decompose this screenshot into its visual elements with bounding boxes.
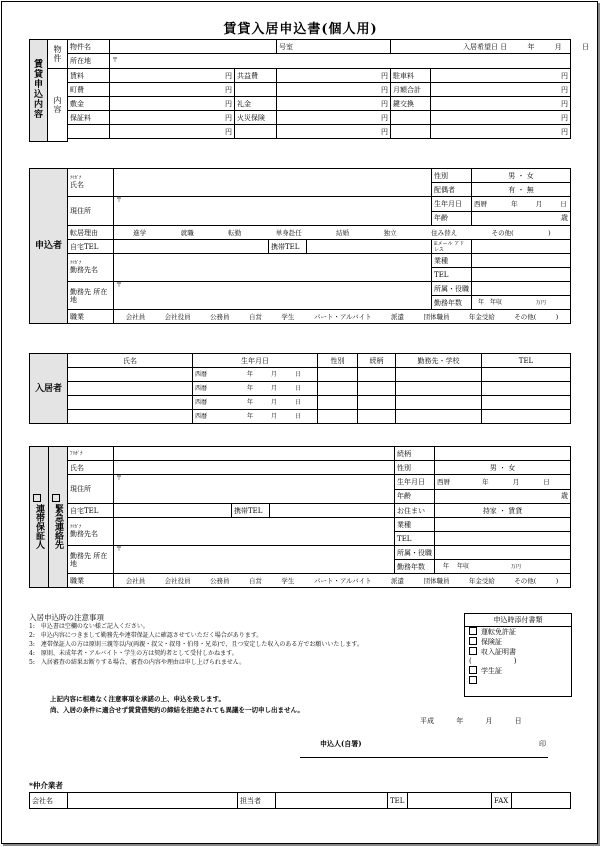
guarantor-industry-field[interactable] (435, 518, 571, 532)
fee-label-guarantee: 保証料 (68, 111, 110, 125)
guarantor-home-tel-field[interactable] (114, 504, 232, 518)
fee-label-key-change: 鍵交換 (391, 97, 431, 111)
fee-label-extra2 (68, 125, 110, 139)
guarantor-mobile-tel-field[interactable] (270, 504, 395, 518)
resident-birth-field[interactable]: 西暦 年 月 日 (193, 410, 318, 424)
mobile-tel-field[interactable] (307, 240, 432, 254)
home-tel-field[interactable] (114, 240, 269, 254)
doc-checkbox[interactable] (469, 666, 477, 674)
job-label: 職業 (68, 310, 114, 324)
resident-work-field[interactable] (396, 410, 482, 424)
note-item: 1: 申込書は空欄のない様ご記入ください。 (29, 623, 149, 630)
agent-person-field[interactable] (276, 793, 388, 809)
property-table (29, 39, 589, 142)
fee-label-extra (391, 111, 431, 125)
applicant-spouse-label: 配偶者 (432, 183, 472, 197)
documents-heading: 申込時添付書類 (465, 614, 571, 627)
fee-key-change-field[interactable]: 円 (431, 97, 571, 111)
resident-header-gender: 性別 (318, 354, 358, 368)
resident-name-field[interactable] (68, 368, 193, 382)
agent-tel-field[interactable] (408, 793, 492, 809)
guarantor-kana-label: ﾌﾘｶﾞﾅ (68, 447, 114, 461)
resident-name-field[interactable] (68, 410, 193, 424)
fee-label-rent: 賃料 (68, 69, 110, 83)
note-item: 3: 連帯保証人の方は原則三親等以内(両親・叔父・叔母・伯母・兄弟)で、且つ安定した収入のある方でお願いいたします。 (29, 641, 363, 648)
applicant-name-field[interactable] (114, 169, 432, 197)
property-address-label: 所在地 (68, 54, 110, 69)
property-address-field[interactable] (110, 54, 571, 69)
agent-fax-field[interactable] (512, 793, 571, 809)
notes-heading: 入居申込時の注意事項 (29, 613, 104, 622)
fee-deposit-field[interactable]: 円 (110, 97, 235, 111)
resident-relation-field[interactable] (358, 368, 396, 382)
email-label: Eメール アドレス (432, 240, 472, 254)
doc-item-income-detail[interactable]: ( ) (469, 657, 517, 665)
seal-mark: 印 (539, 740, 546, 748)
property-name-label: 物件名 (68, 40, 110, 54)
fee-label-deposit: 敷金 (68, 97, 110, 111)
doc-item-license[interactable]: 運転免許証 (465, 627, 571, 637)
guarantor-relation-field[interactable] (435, 447, 571, 461)
resident-work-field[interactable] (396, 368, 482, 382)
applicant-name-label: ﾌﾘｶﾞﾅ 氏名 (68, 169, 114, 197)
resident-tel-field[interactable] (482, 410, 571, 424)
work-name-label: ﾌﾘｶﾞﾅ 勤務先名 (68, 254, 114, 282)
guarantor-birth-label: 生年月日 (395, 475, 435, 490)
guarantor-gender-field[interactable]: 男 ・ 女 (435, 461, 571, 475)
dept-label: 所属・役職 (432, 282, 472, 296)
resident-name-field[interactable] (68, 396, 193, 410)
resident-gender-field[interactable] (318, 368, 358, 382)
doc-item-student[interactable]: 学生証 (465, 666, 571, 676)
applicant-table (29, 168, 571, 324)
resident-relation-field[interactable] (358, 410, 396, 424)
fee-extra3-field[interactable]: 円 (277, 125, 391, 139)
work-address-field[interactable]: 〒 (114, 282, 432, 310)
resident-row (30, 396, 571, 410)
application-date[interactable]: 平成 年 月 日 (420, 717, 522, 725)
resident-header-tel: TEL (482, 354, 571, 368)
guarantor-job-label: 職業 (68, 574, 114, 588)
guarantor-work-address-label: 勤務先 所在地 (68, 546, 114, 574)
guarantor-kana-field[interactable] (114, 447, 395, 461)
move-in-date-label: 入居希望日 (463, 42, 498, 51)
guarantor-dept-label: 所属・役職 (395, 546, 435, 560)
email-field[interactable] (472, 240, 571, 254)
work-tel-label: TEL (432, 268, 472, 282)
guarantor-address-field[interactable]: 〒 (114, 475, 395, 504)
guarantor-name-field[interactable] (114, 461, 395, 475)
doc-checkbox[interactable] (469, 627, 477, 635)
fee-guarantee-field[interactable]: 円 (110, 111, 235, 125)
doc-checkbox[interactable] (469, 647, 477, 655)
room-field[interactable] (277, 40, 391, 54)
guarantor-age-label: 年齢 (395, 489, 435, 504)
note-item: 4: 原則、未成年者・アルバイト・学生の方は契約者として受付しかねます。 (29, 650, 238, 657)
form-title: 賃貸入居申込書(個人用) (223, 22, 378, 37)
required-documents (464, 613, 572, 697)
doc-checkbox[interactable] (469, 676, 477, 684)
guarantor-residence-label: お住まい (395, 504, 435, 518)
agent-person-label: 担当者 (238, 793, 276, 809)
guarantor-home-tel-label: 自宅TEL (68, 504, 114, 518)
applicant-signature-field[interactable] (300, 735, 548, 758)
fee-extra4-field[interactable]: 円 (431, 125, 571, 139)
agent-company-field[interactable] (68, 793, 238, 809)
resident-birth-field[interactable]: 西暦 年 月 日 (193, 396, 318, 410)
fee-label-town: 町費 (68, 83, 110, 97)
resident-work-field[interactable] (396, 382, 482, 396)
work-address-label: 勤務先 所在地 (68, 282, 114, 310)
fee-common-field[interactable]: 円 (277, 69, 391, 83)
resident-gender-field[interactable] (318, 396, 358, 410)
guarantor-option[interactable]: 連帯保証人 (30, 447, 49, 588)
resident-header-name: 氏名 (68, 354, 193, 368)
note-item: 5: 入居審査の結果お断りする場合、審査の内容や理由は申し上げられません。 (29, 659, 246, 666)
resident-row (30, 368, 571, 382)
doc-item-other[interactable] (465, 676, 571, 686)
residents-table (29, 353, 571, 424)
industry-label: 業種 (432, 254, 472, 268)
fee-town-field[interactable]: 円 (110, 83, 235, 97)
applicant-gender-label: 性別 (432, 169, 472, 183)
resident-header-relation: 続柄 (358, 354, 396, 368)
fee-extra-field[interactable]: 円 (431, 111, 571, 125)
resident-header-birth: 生年月日 (193, 354, 318, 368)
resident-row (30, 410, 571, 424)
applicant-age-label: 年齢 (432, 211, 472, 226)
home-tel-label: 自宅TEL (68, 240, 114, 254)
guarantor-work-name-label: ﾌﾘｶﾞﾅ 勤務先名 (68, 518, 114, 546)
property-name-field[interactable] (110, 40, 277, 54)
resident-gender-field[interactable] (318, 410, 358, 424)
note-item: 2: 申込内容につきまして勤務先や連帯保証人に確認させていただく場合があります。 (29, 632, 263, 639)
work-years-label: 勤務年数 (432, 296, 472, 310)
work-years-income-field[interactable]: 年 年収 万円 (472, 296, 571, 310)
emergency-checkbox[interactable] (52, 494, 60, 502)
resident-tel-field[interactable] (482, 368, 571, 382)
resident-relation-field[interactable] (358, 382, 396, 396)
applicant-address-field[interactable]: 〒 (114, 197, 432, 226)
mobile-tel-label: 携帯TEL (269, 240, 307, 254)
fee-fire-insurance-field[interactable]: 円 (277, 111, 391, 125)
agent-table (29, 792, 571, 809)
agent-company-label: 会社名 (30, 793, 68, 809)
resident-birth-field[interactable]: 西暦 年 月 日 (193, 368, 318, 382)
industry-field[interactable] (472, 254, 571, 268)
guarantor-work-name-field[interactable] (114, 518, 395, 546)
applicant-birth-label: 生年月日 (432, 197, 472, 212)
guarantor-residence-field[interactable]: 持家 ・ 賃貸 (435, 504, 571, 518)
applicant-section-label: 申込者 (30, 169, 68, 324)
guarantor-checkbox[interactable] (33, 494, 41, 502)
consent-statement: 上記内容に相違なく注意事項を承諾の上、申込を致します。 尚、入居の条件に適合せず賃貸借契約の締結を拒絶されても異議を一切申し出ません。 (50, 695, 304, 714)
doc-checkbox[interactable] (469, 637, 477, 645)
guarantor-age-field[interactable]: 歳 (435, 489, 571, 504)
agent-fax-label: FAX (492, 793, 512, 809)
applicant-signature-label: 申込人(自署) (320, 739, 362, 748)
fee-label-parking: 駐車料 (391, 69, 431, 83)
fee-label-blank (235, 83, 277, 97)
guarantor-relation-label: 続柄 (395, 447, 435, 461)
doc-item-insurance[interactable]: 保険証 (465, 637, 571, 647)
resident-work-field[interactable] (396, 396, 482, 410)
fee-label-common: 共益費 (235, 69, 277, 83)
postal-mark: 〒 (112, 57, 119, 64)
agent-tel-label: TEL (388, 793, 408, 809)
guarantor-address-label: 現住所 (68, 475, 114, 504)
guarantor-dept-field[interactable] (435, 546, 571, 560)
emergency-option[interactable]: 緊急連絡先 (49, 447, 68, 588)
move-reason-label: 転居理由 (68, 226, 114, 240)
guarantor-gender-label: 性別 (395, 461, 435, 475)
fee-extra2-field[interactable]: 円 (110, 125, 235, 139)
fee-label-fire-insurance: 火災保険 (235, 111, 277, 125)
dept-field[interactable] (472, 282, 571, 296)
resident-tel-field[interactable] (482, 382, 571, 396)
applicant-age-field[interactable]: 歳 (472, 211, 571, 226)
fee-rent-field[interactable]: 円 (110, 69, 235, 83)
resident-name-field[interactable] (68, 382, 193, 396)
guarantor-name-label: 氏名 (68, 461, 114, 475)
guarantor-work-tel-label: TEL (395, 532, 435, 546)
job-options[interactable]: 会社員 会社役員 公務員 自営 学生 パート・アルバイト 派遣 団体職員 年金受給 その他( ) (114, 310, 571, 324)
work-tel-field[interactable] (472, 268, 571, 282)
doc-item-income[interactable]: 収入証明書 (465, 647, 571, 657)
notes (29, 613, 459, 667)
fee-key-money-field[interactable]: 円 (277, 97, 391, 111)
applicant-gender-field[interactable]: 男 ・ 女 (472, 169, 571, 183)
applicant-address-label: 現住所 (68, 197, 114, 226)
fee-parking-field[interactable]: 円 (431, 69, 571, 83)
fee-label-key-money: 礼金 (235, 97, 277, 111)
resident-gender-field[interactable] (318, 382, 358, 396)
applicant-birth-field[interactable]: 西暦 年 月 日 (472, 197, 571, 212)
fee-label-monthly-total: 月額合計 (391, 83, 431, 97)
guarantor-work-years-label: 勤務年数 (395, 560, 435, 574)
contents-sub-label: 内容 (48, 69, 68, 142)
applicant-spouse-field[interactable]: 有 ・ 無 (472, 183, 571, 197)
guarantor-work-years-income-field[interactable]: 年 年収 万円 (435, 560, 571, 574)
fee-blank-field[interactable]: 円 (277, 83, 391, 97)
resident-row (30, 382, 571, 396)
fee-label-extra4 (391, 125, 431, 139)
property-section-label: 賃貸申込内容 (30, 40, 48, 142)
guarantor-table (29, 446, 571, 588)
resident-header-work: 勤務先・学校 (396, 354, 482, 368)
guarantor-job-options[interactable]: 会社員 会社役員 公務員 自営 学生 パート・アルバイト 派遣 団体職員 年金受給 その他( ) (114, 574, 571, 588)
agent-heading: *仲介業者 (29, 781, 63, 790)
guarantor-mobile-tel-label: 携帯TEL (232, 504, 270, 518)
resident-birth-field[interactable]: 西暦 年 月 日 (193, 382, 318, 396)
property-sub-label: 物件 (48, 40, 68, 69)
guarantor-work-address-field[interactable]: 〒 (114, 546, 395, 574)
guarantor-industry-label: 業種 (395, 518, 435, 532)
resident-tel-field[interactable] (482, 396, 571, 410)
move-reason-options[interactable]: 進学 就職 転勤 単身赴任 結婚 独立 住み替え その他( ) (114, 226, 571, 240)
guarantor-birth-field[interactable]: 西暦 年 月 日 (435, 475, 571, 490)
residents-section-label: 入居者 (30, 354, 68, 424)
room-label: 号室 (279, 42, 293, 51)
work-name-field[interactable] (114, 254, 432, 282)
guarantor-work-tel-field[interactable] (435, 532, 571, 546)
fee-label-extra3 (235, 125, 277, 139)
fee-monthly-total-field[interactable]: 円 (431, 83, 571, 97)
move-in-date-field[interactable]: 入居希望日 日 年 月 日 (391, 40, 571, 54)
resident-relation-field[interactable] (358, 396, 396, 410)
